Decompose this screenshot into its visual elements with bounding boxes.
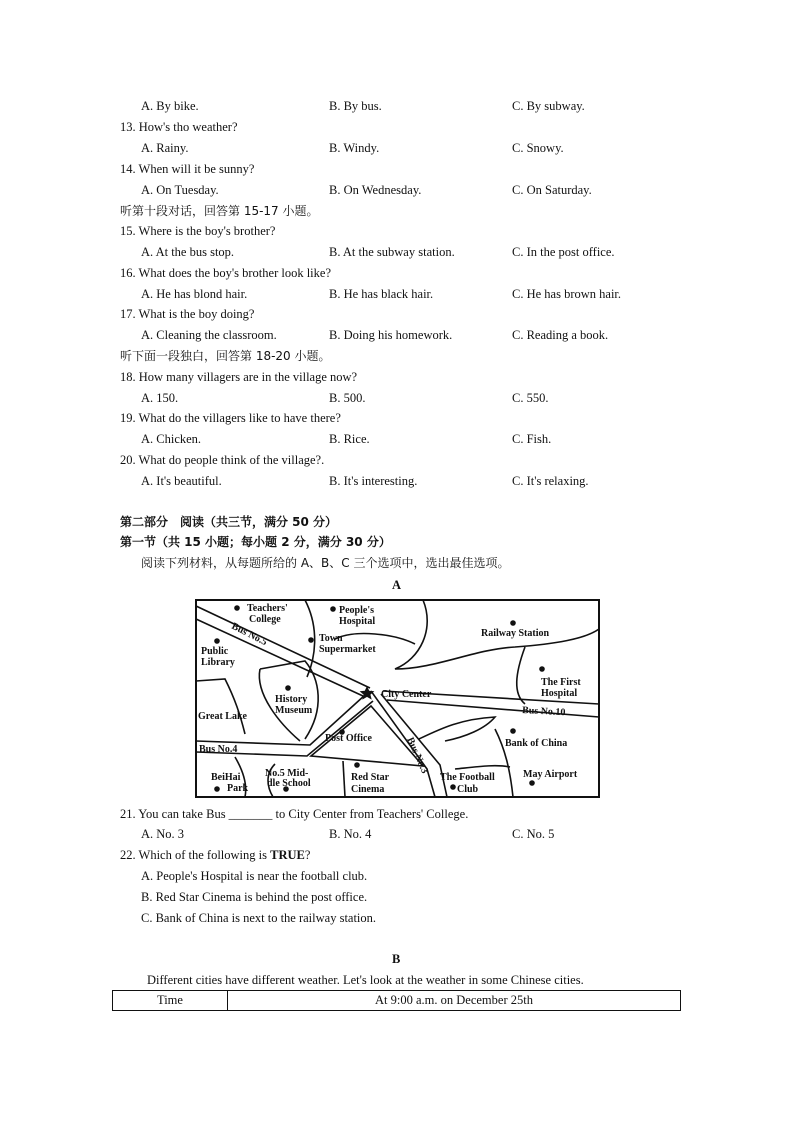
- svg-text:Hospital: Hospital: [339, 616, 376, 627]
- svg-text:Museum: Museum: [275, 705, 313, 716]
- svg-text:dle School: dle School: [267, 778, 311, 789]
- passage-b-intro: Different cities have different weather. Let's look at the weather in some Chinese cities.: [147, 973, 584, 987]
- table-row: [113, 991, 681, 1011]
- option-b: B. It's interesting.: [329, 474, 418, 488]
- svg-text:Library: Library: [201, 657, 235, 668]
- option-c: C. Reading a book.: [512, 328, 609, 342]
- label-bus-no-10: Bus No.10: [521, 705, 566, 719]
- question-text: 18. How many villagers are in the village now?: [120, 370, 358, 384]
- label-town-supermarket: Town: [319, 633, 343, 644]
- option-b: B. Red Star Cinema is behind the post office.: [141, 890, 368, 904]
- label-red-star-cinema: Red Star: [351, 772, 390, 783]
- label-middle-school: No.5 Mid-: [265, 768, 309, 779]
- question-text: 22. Which of the following is TRUE?: [120, 848, 311, 862]
- option-a: A. At the bus stop.: [141, 245, 235, 259]
- question-text: 20. What do people think of the village?.: [120, 453, 325, 467]
- label-bus-no-5: Bus No.5: [229, 620, 269, 649]
- svg-text:Park: Park: [227, 783, 249, 794]
- option-c: C. In the post office.: [512, 245, 615, 259]
- svg-text:College: College: [249, 614, 281, 625]
- label-bus-no-3: Bus No.3: [404, 735, 430, 776]
- label-railway-station: Railway Station: [481, 628, 550, 639]
- label-bus-no-4: Bus No.4: [199, 744, 238, 755]
- svg-text:Club: Club: [457, 784, 479, 795]
- label-history-museum: History: [275, 694, 308, 705]
- option-c: C. It's relaxing.: [512, 474, 589, 488]
- option-c: C. Bank of China is next to the railway station.: [141, 911, 377, 925]
- option-c: C. Snowy.: [512, 141, 564, 155]
- question-text: 14. When will it be sunny?: [120, 162, 255, 176]
- option-c: C. He has brown hair.: [512, 287, 622, 301]
- label-may-airport: May Airport: [523, 769, 578, 780]
- table-header-time: Time: [113, 991, 228, 1011]
- question-text: 16. What does the boy's brother look like?: [120, 266, 332, 280]
- option-a: A. No. 3: [141, 827, 185, 841]
- option-c: C. On Saturday.: [512, 183, 592, 197]
- label-post-office: Post Office: [325, 733, 372, 744]
- label-city-center: City Center: [381, 689, 432, 700]
- table-cell-time-value: At 9:00 a.m. on December 25th: [228, 991, 681, 1011]
- reading-directions: 阅读下列材料，从每题所给的 A、B、C 三个选项中，选出最佳选项。: [141, 556, 510, 570]
- option-b: B. He has black hair.: [329, 287, 434, 301]
- option-a: A. 150.: [141, 391, 179, 405]
- option-a: A. It's beautiful.: [141, 474, 222, 488]
- option-b: B. By bus.: [329, 99, 382, 113]
- passage-label-b: B: [392, 952, 401, 966]
- option-a: A. Cleaning the classroom.: [141, 328, 277, 342]
- option-b: B. Rice.: [329, 432, 370, 446]
- instruction-monologue: 听下面一段独白，回答第 18-20 小题。: [120, 349, 331, 363]
- svg-text:Supermarket: Supermarket: [319, 644, 376, 655]
- label-peoples-hospital: People's: [339, 605, 374, 616]
- option-b: B. No. 4: [329, 827, 372, 841]
- option-a: A. People's Hospital is near the football club.: [141, 869, 368, 883]
- option-a: A. Chicken.: [141, 432, 202, 446]
- question-text: 19. What do the villagers like to have there?: [120, 411, 341, 425]
- option-b: B. At the subway station.: [329, 245, 455, 259]
- option-c: C. By subway.: [512, 99, 585, 113]
- label-first-hospital: The First: [541, 677, 581, 688]
- question-text: 21. You can take Bus _______ to City Center from Teachers' College.: [120, 807, 469, 821]
- question-text: 13. How's tho weather?: [120, 120, 238, 134]
- option-a: A. On Tuesday.: [141, 183, 219, 197]
- option-b: B. Windy.: [329, 141, 380, 155]
- option-c: C. No. 5: [512, 827, 555, 841]
- option-c: C. Fish.: [512, 432, 552, 446]
- option-a: A. He has blond hair.: [141, 287, 248, 301]
- section-1-title: 第一节（共 15 小题；每小题 2 分，满分 30 分）: [120, 535, 391, 549]
- option-a: A. Rainy.: [141, 141, 189, 155]
- option-b: B. Doing his homework.: [329, 328, 453, 342]
- part-2-title: 第二部分 阅读（共三节，满分 50 分）: [120, 515, 338, 529]
- svg-text:Hospital: Hospital: [541, 688, 578, 699]
- svg-text:Cinema: Cinema: [351, 784, 385, 795]
- label-football-club: The Football: [440, 772, 495, 783]
- question-text: 17. What is the boy doing?: [120, 307, 255, 321]
- label-public-library: Public: [201, 646, 229, 657]
- label-beihai-park: BeiHai: [211, 772, 241, 783]
- passage-label-a: A: [392, 578, 402, 592]
- option-c: C. 550.: [512, 391, 549, 405]
- option-a: A. By bike.: [141, 99, 199, 113]
- city-map: [195, 599, 600, 798]
- label-teachers-college: Teachers': [247, 603, 288, 614]
- instruction-dialog-10: 听第十段对话，回答第 15-17 小题。: [120, 204, 319, 218]
- weather-table: [112, 990, 681, 1011]
- label-bank-of-china: Bank of China: [505, 738, 568, 749]
- option-b: B. 500.: [329, 391, 366, 405]
- question-text: 15. Where is the boy's brother?: [120, 224, 276, 238]
- option-b: B. On Wednesday.: [329, 183, 422, 197]
- label-great-lake: Great Lake: [198, 711, 247, 722]
